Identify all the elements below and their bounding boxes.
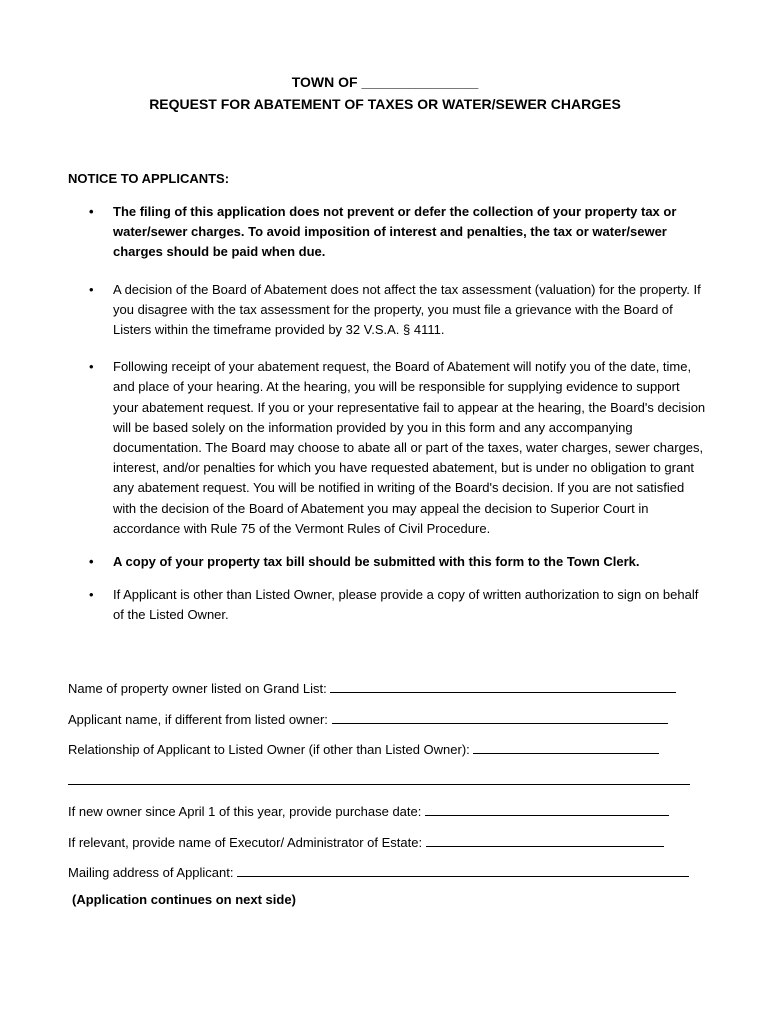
mailing-address-field[interactable]: [237, 862, 689, 877]
notice-bullet-4: [68, 552, 708, 572]
relationship-field[interactable]: [473, 739, 659, 754]
relationship-continued-row: [68, 770, 690, 788]
bullet-icon: •: [89, 281, 94, 297]
page-title: REQUEST FOR ABATEMENT OF TAXES OR WATER/SEWER CHARGES: [149, 96, 621, 112]
notice-bullet-2: [68, 280, 708, 341]
bullet-icon: •: [89, 359, 94, 375]
notice-bullet-text: The filing of this application does not prevent or defer the collection of your property tax or water/sewer charges. To avoid imposition of interest and penalties, the tax or water/sewer charges should be paid when due.: [113, 204, 677, 260]
town-line: TOWN OF _______________: [291, 74, 479, 90]
purchase-date-row: [68, 801, 669, 819]
relationship-row: [68, 739, 659, 757]
bullet-icon: •: [89, 587, 94, 603]
notice-bullet-text: A decision of the Board of Abatement does not affect the tax assessment (valuation) for the property. If you disagree with the tax assessment for the property, you must file a grievance with the Board of Listers within the timeframe provided by 32 V.S.A. § 4111.: [113, 281, 701, 338]
relationship-label: Relationship of Applicant to Listed Owner (if other than Listed Owner):: [68, 742, 470, 757]
mailing-address-row: [68, 862, 689, 880]
notice-bullet-1: [68, 202, 708, 263]
applicant-name-row: [68, 709, 668, 727]
owner-name-row: [68, 678, 676, 696]
notice-heading: NOTICE TO APPLICANTS:: [68, 171, 230, 186]
notice-bullet-list: [68, 202, 708, 638]
applicant-name-label: Applicant name, if different from listed owner:: [68, 712, 328, 727]
applicant-name-field[interactable]: [332, 709, 668, 724]
bullet-icon: •: [89, 554, 94, 570]
purchase-date-label: If new owner since April 1 of this year, provide purchase date:: [68, 804, 422, 819]
executor-row: [68, 832, 664, 850]
mailing-address-label: Mailing address of Applicant:: [68, 865, 234, 880]
owner-name-field[interactable]: [330, 678, 676, 693]
notice-bullet-text: A copy of your property tax bill should be submitted with this form to the Town Clerk.: [113, 554, 640, 570]
purchase-date-field[interactable]: [425, 801, 669, 816]
notice-bullet-text: Following receipt of your abatement request, the Board of Abatement will notify you of the date, time, and place of your hearing. At the hearing, you will be responsible for supplying evidence to support your abatement request. If you or your representative fail to appear at the hearing, the Board's decision will be based solely on the information provided by you in this form and any accompanying documentation. The Board may choose to abate all or part of the taxes, water charges, sewer charges, interest, and/or penalties for which you have requested abatement, but is under no obligation to grant any abatement request. You will be notified in writing of the Board's decision. If you are not satisfied with the decision of the Board of Abatement you may appeal the decision to Superior Court in accordance with Rule 75 of the Vermont Rules of Civil Procedure.: [113, 359, 706, 536]
owner-name-label: Name of property owner listed on Grand List:: [68, 681, 327, 696]
relationship-field-continued[interactable]: [68, 770, 690, 785]
notice-bullet-text: If Applicant is other than Listed Owner, please provide a copy of written authorization to sign on behalf of the Listed Owner.: [113, 587, 699, 623]
executor-field[interactable]: [426, 832, 664, 847]
notice-bullet-3: [68, 357, 708, 539]
continues-note: (Application continues on next side): [72, 892, 296, 907]
notice-bullet-5: [68, 585, 708, 625]
executor-label: If relevant, provide name of Executor/ Administrator of Estate:: [68, 835, 423, 850]
bullet-icon: •: [89, 204, 94, 219]
